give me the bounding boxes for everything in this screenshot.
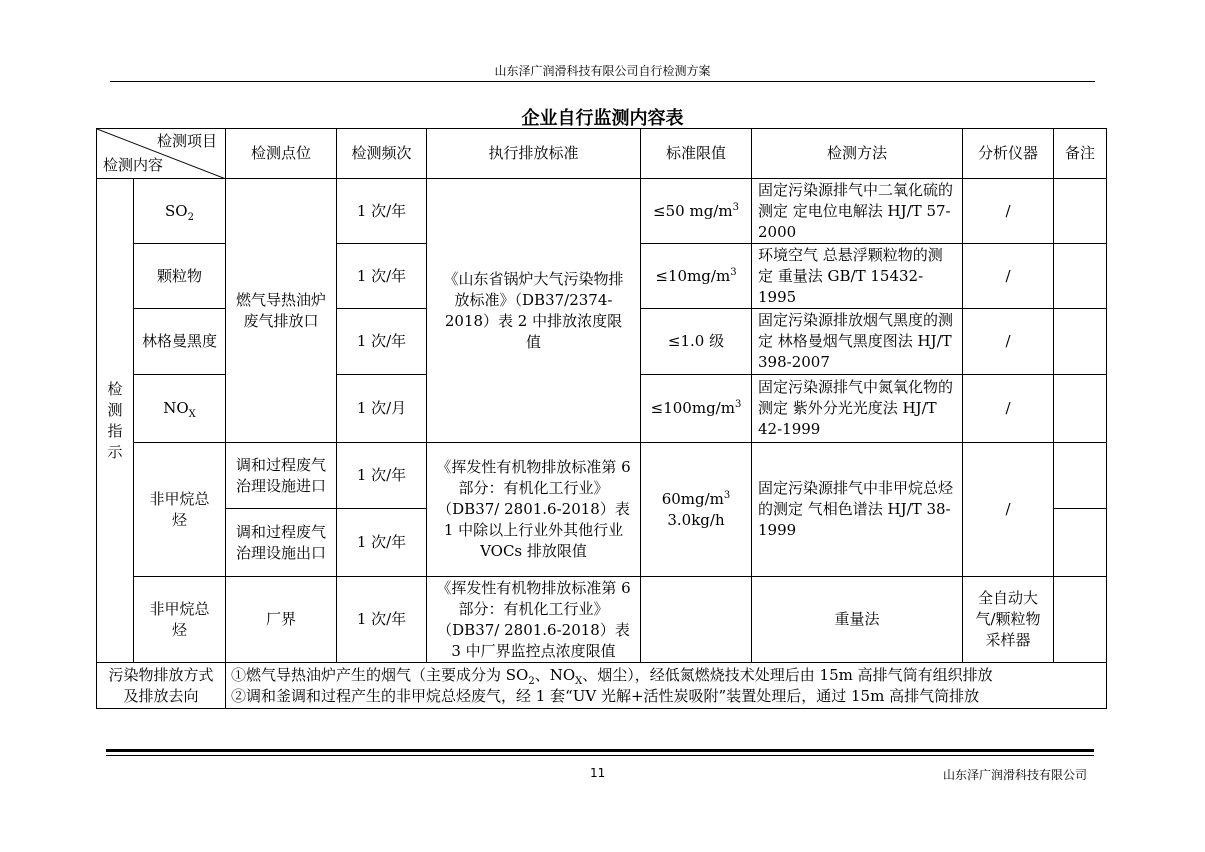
remark-nmhc-inlet	[1054, 443, 1107, 509]
col-header-instrument: 分析仪器	[963, 129, 1054, 179]
freq-ringelmann: 1 次/年	[337, 309, 427, 375]
method-nmhc: 固定污染源排气中非甲烷总烃的测定 气相色谱法 HJ/T 38-1999	[752, 443, 963, 577]
header-row	[97, 129, 1107, 179]
discharge-row	[97, 663, 1107, 709]
group-label-char: 指	[107, 421, 123, 440]
col-header-location: 检测点位	[226, 129, 337, 179]
limit-so2: ≤50 $mg/m^3$	[641, 179, 752, 244]
item-pm: 颗粒物	[134, 244, 226, 309]
instrument-boundary: 全自动大气/颗粒物采样器	[963, 577, 1054, 663]
item-boundary: 非甲烷总烃	[134, 577, 226, 663]
remark-pm	[1054, 244, 1107, 309]
footer-company: 山东泽广润滑科技有限公司	[942, 768, 1087, 782]
method-ringelmann: 固定污染源排放烟气黑度的测定 林格曼烟气黑度图法 HJ/T 398-2007	[752, 309, 963, 375]
freq-boundary: 1 次/年	[337, 577, 427, 663]
method-pm: 环境空气 总悬浮颗粒物的测定 重量法 GB/T 15432-1995	[752, 244, 963, 309]
footer-divider-thick	[106, 749, 1094, 752]
item-nmhc: 非甲烷总烃	[134, 443, 226, 577]
remark-so2	[1054, 179, 1107, 244]
col-header-standard: 执行排放标准	[427, 129, 641, 179]
limit-boundary	[641, 577, 752, 663]
group-label-char: 检	[107, 379, 123, 398]
limit-nox: $\le 100mg/m^3$	[641, 375, 752, 443]
discharge-line-2: ②调和釜调和过程产生的非甲烷总烃废气，经 1 套“UV 光解+活性炭吸附”装置处理后，通过 15m 高排气筒排放	[231, 686, 980, 705]
col-header-method: 检测方法	[752, 129, 963, 179]
discharge-line-1: ①燃气导热油炉产生的烟气（主要成分为 $SO_2$、$NO_X$、烟尘），经低氮燃烧技术处理后由 15m 高排气筒有组织排放	[231, 665, 993, 687]
standard-nmhc: 《挥发性有机物排放标准第 6 部分：有机化工行业》（DB37/ 2801.6-2018）表 1 中除以上行业外其他行业 VOCs 排放限值	[427, 443, 641, 577]
freq-nmhc-inlet: 1 次/年	[337, 443, 427, 509]
page-number: 11	[590, 766, 606, 780]
remark-nox	[1054, 375, 1107, 443]
item-ringelmann: 林格曼黑度	[134, 309, 226, 375]
table-row	[97, 443, 1107, 509]
method-so2: 固定污染源排气中二氧化硫的测定 定电位电解法 HJ/T 57-2000	[752, 179, 963, 244]
method-nox: 固定污染源排气中氮氧化物的测定 紫外分光光度法 HJ/T 42-1999	[752, 375, 963, 443]
freq-so2: 1 次/年	[337, 179, 427, 244]
col-header-limit: 标准限值	[641, 129, 752, 179]
page-header: 山东泽广润滑科技有限公司自行检测方案	[494, 64, 711, 78]
table-row	[97, 179, 1107, 244]
instrument-nmhc: /	[963, 443, 1054, 577]
freq-pm: 1 次/年	[337, 244, 427, 309]
standard-boundary: 《挥发性有机物排放标准第 6 部分：有机化工行业》（DB37/ 2801.6-2018）表 3 中厂界监控点浓度限值	[427, 577, 641, 663]
boiler-location-cell: 燃气导热油炉废气排放口	[226, 179, 337, 443]
group-label-cell	[97, 179, 134, 663]
boiler-standard-cell: 《山东省锅炉大气污染物排放标准》（DB37/2374-2018）表 2 中排放浓度限值	[427, 179, 641, 443]
remark-ringelmann	[1054, 309, 1107, 375]
remark-nmhc-outlet	[1054, 509, 1107, 577]
corner-top-label: 检测项目	[156, 132, 217, 150]
monitoring-table	[96, 128, 1107, 709]
table-title: 企业自行监测内容表	[521, 108, 684, 129]
col-header-remark: 备注	[1054, 129, 1107, 179]
limit-nmhc: $60mg/m^3$ 3.0kg/h	[641, 443, 752, 577]
discharge-label: 污染物排放方式及排放去向	[97, 663, 226, 709]
item-so2: $SO_2$	[134, 179, 226, 244]
location-nmhc-outlet: 调和过程废气治理设施出口	[226, 509, 337, 577]
freq-nox: 1 次/月	[337, 375, 427, 443]
method-boundary: 重量法	[752, 577, 963, 663]
remark-boundary	[1054, 577, 1107, 663]
freq-nmhc-outlet: 1 次/年	[337, 509, 427, 577]
col-header-frequency: 检测频次	[337, 129, 427, 179]
instrument-pm: /	[963, 244, 1054, 309]
footer-divider-thin	[106, 755, 1094, 756]
header-divider	[110, 81, 1095, 82]
limit-pm: $\le 10mg/m^3$	[641, 244, 752, 309]
corner-header-cell	[97, 129, 226, 179]
group-label-char: 示	[107, 442, 123, 461]
instrument-nox: /	[963, 375, 1054, 443]
table-row	[97, 577, 1107, 663]
corner-bottom-label: 检测内容	[103, 156, 164, 174]
instrument-ringelmann: /	[963, 309, 1054, 375]
instrument-so2: /	[963, 179, 1054, 244]
group-label-char: 测	[107, 400, 123, 419]
location-boundary: 厂界	[226, 577, 337, 663]
location-nmhc-inlet: 调和过程废气治理设施进口	[226, 443, 337, 509]
limit-ringelmann: ≤1.0 级	[641, 309, 752, 375]
item-nox: $NO_X$	[134, 375, 226, 443]
discharge-description	[226, 663, 1107, 709]
